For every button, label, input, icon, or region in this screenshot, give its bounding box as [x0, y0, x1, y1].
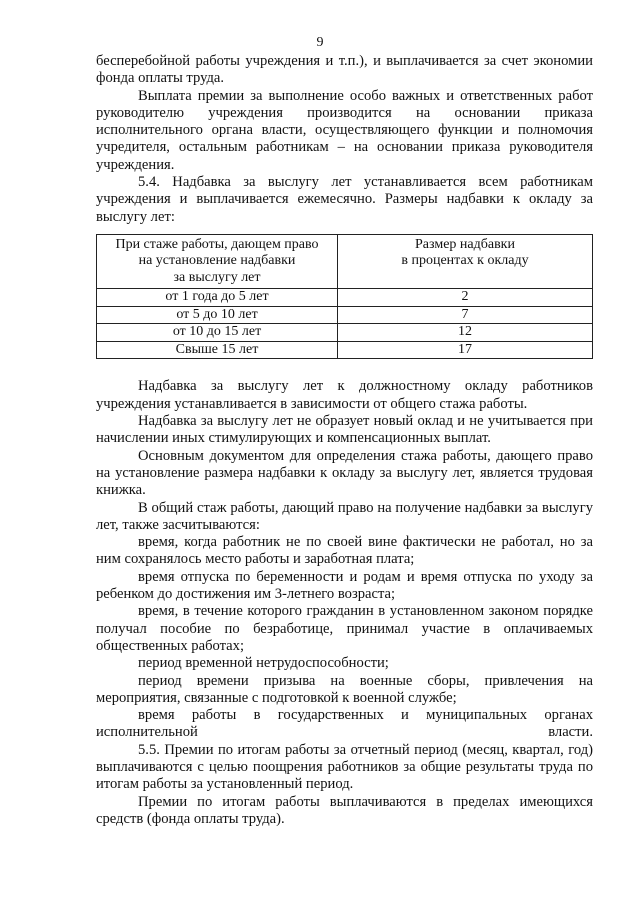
- table-row: [97, 324, 593, 342]
- service-period-cell: от 10 до 15 лет: [97, 324, 338, 342]
- page-number: 9: [316, 35, 324, 50]
- table-row: [97, 341, 593, 359]
- service-period-cell: от 1 года до 5 лет: [97, 289, 338, 307]
- percent-cell: 17: [338, 341, 593, 359]
- list-item: период временной нетрудоспособности;: [138, 655, 389, 672]
- service-period-cell: Свыше 15 лет: [97, 341, 338, 359]
- paragraph: Выплата премии за выполнение особо важных и ответственных работ руководителю учреждения производится на основании приказа исполнительного органа власти, осуществляющего функции и полномочия учредителя, остальным работникам – на основании приказа руководителя учреждения.: [96, 87, 593, 173]
- table-row: [97, 306, 593, 324]
- paragraph: бесперебойной работы учреждения и т.п.), и выплачивается за счет экономии фонда оплаты труда.: [96, 53, 593, 87]
- list-item: время работы в государственных и муниципальных органах исполнительной власти.: [96, 707, 593, 741]
- document-body: [96, 53, 593, 828]
- table-row: [97, 289, 593, 307]
- list-item: время, в течение которого гражданин в установленном законом порядке получал пособие по безработице, принимал участие в оплачиваемых общественных работах;: [96, 603, 593, 654]
- percent-cell: 12: [338, 324, 593, 342]
- paragraph: 5.5. Премии по итогам работы за отчетный период (месяц, квартал, год) выплачиваются с целью поощрения работников за общие результаты труда по итогам работы за установленный период.: [96, 741, 593, 793]
- percent-cell: 7: [338, 306, 593, 324]
- paragraph: Премии по итогам работы выплачиваются в пределах имеющихся средств (фонда оплаты труда).: [96, 793, 593, 827]
- service-period-cell: от 5 до 10 лет: [97, 306, 338, 324]
- list-item: время, когда работник не по своей вине фактически не работал, но за ним сохранялось место работы и заработная плата;: [96, 534, 593, 568]
- list-item: период времени призыва на военные сборы, привлечения на мероприятия, связанные с подготовкой к военной службе;: [96, 672, 593, 706]
- percent-cell: 2: [338, 289, 593, 307]
- paragraph: Основным документом для определения стажа работы, дающего право на установление размера надбавки к окладу за выслугу лет, является трудовая книжка.: [96, 447, 593, 499]
- seniority-allowance-table: [96, 234, 593, 360]
- paragraph: Надбавка за выслугу лет к должностному окладу работников учреждения устанавливается в зависимости от общего стажа работы.: [96, 378, 593, 412]
- paragraph: В общий стаж работы, дающий право на получение надбавки за выслугу лет, также засчитываются:: [96, 499, 593, 533]
- header-service-length: При стаже работы, дающем право на установление надбавки за выслугу лет: [97, 234, 338, 289]
- paragraph: Надбавка за выслугу лет не образует новый оклад и не учитывается при начислении иных стимулирующих и компенсационных выплат.: [96, 413, 593, 447]
- header-allowance-percent: Размер надбавки в процентах к окладу: [338, 234, 593, 289]
- table-header-row: [97, 234, 593, 289]
- list-item: время отпуска по беременности и родам и время отпуска по уходу за ребенком до достижения им 3-летнего возраста;: [96, 568, 593, 603]
- paragraph: 5.4. Надбавка за выслугу лет устанавливается всем работникам учреждения и выплачивается ежемесячно. Размеры надбавки к окладу за выслугу лет:: [96, 174, 593, 225]
